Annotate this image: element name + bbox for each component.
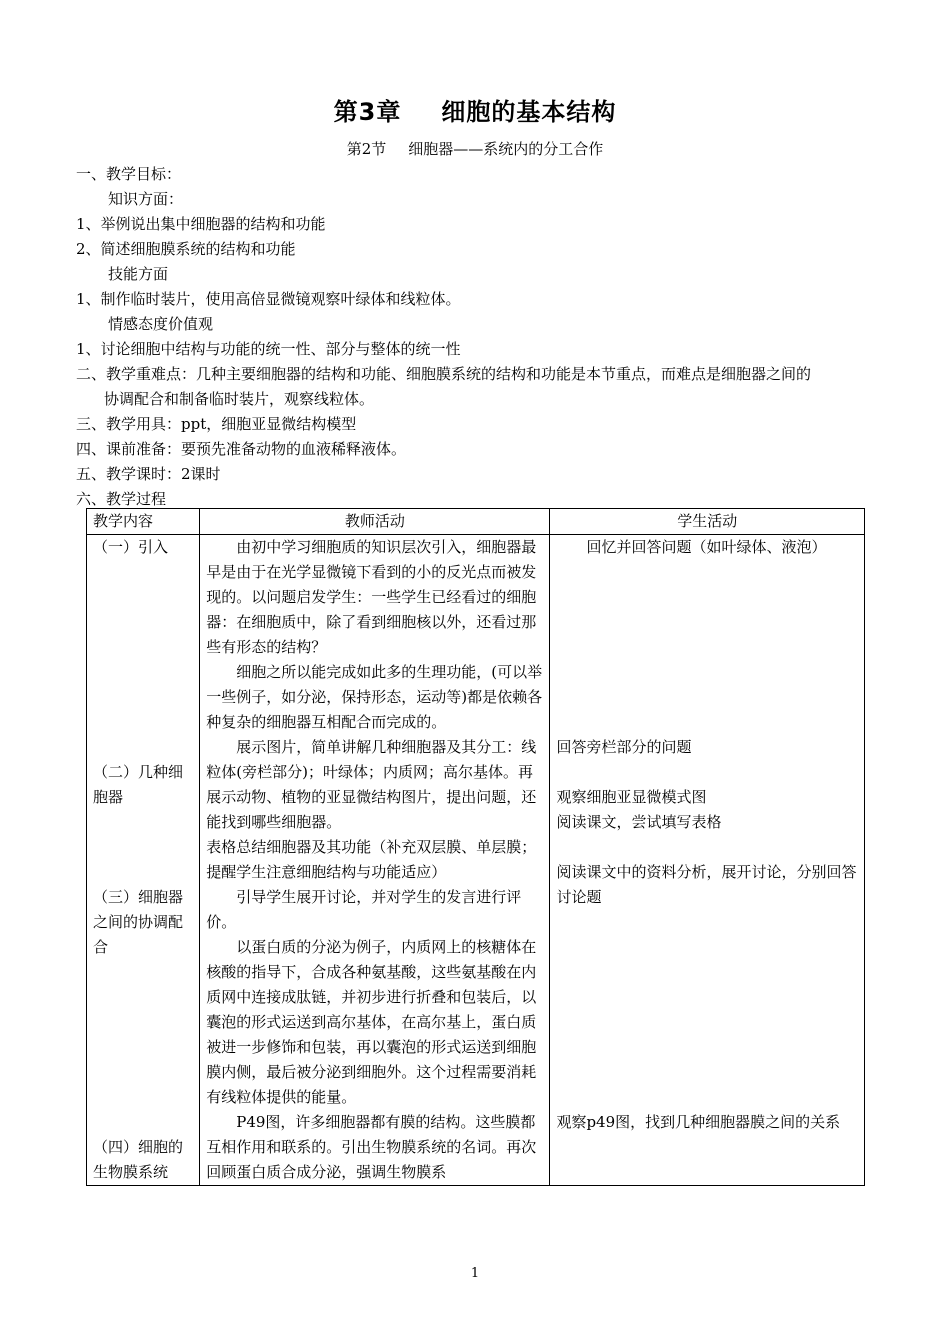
table-header-row: [87, 509, 865, 535]
page-title: [0, 92, 950, 127]
paragraph: 展示图片，简单讲解几种细胞器及其分工：线粒体(旁栏部分)；叶绿体；内质网；高尔基体。再展示动物、植物的亚显微结构图片，提出问题，还能找到哪些细胞器。: [206, 738, 537, 831]
paragraph: 由初中学习细胞质的知识层次引入，细胞器最早是由于在光学显微镜下看到的小的反光点而被发现的。以问题启发学生：一些学生已经看过的细胞器：在细胞质中，除了看到细胞核以外，还看过那些有形态的结构？: [206, 538, 537, 656]
paragraph: P49图，许多细胞器都有膜的结构。这些膜都互相作用和联系的。引出生物膜系统的名词。再次回顾蛋白质合成分泌，强调生物膜系: [206, 1113, 537, 1181]
paragraph: 回忆并回答问题（如叶绿体、液泡）: [586, 538, 827, 556]
table-header-cell: 教学内容: [87, 509, 200, 535]
table-cell-student: [550, 535, 865, 1186]
table-cell-content: [87, 535, 200, 1186]
text-line: 技能方面: [108, 265, 169, 283]
section-number: 第2节: [346, 140, 387, 158]
paragraph: 阅读课文，尝试填写表格: [556, 813, 722, 831]
paragraph: 表格总结细胞器及其功能（补充双层膜、单层膜；提醒学生注意细胞结构与功能适应）: [206, 838, 537, 881]
paragraph: 阅读课文中的资料分析，展开讨论，分别回答讨论题: [556, 863, 857, 906]
text-line: 协调配合和制备临时装片，观察线粒体。: [104, 390, 375, 408]
text-line: 四、课前准备：要预先准备动物的血液稀释液体。: [76, 440, 407, 458]
page-number: 1: [470, 1266, 480, 1281]
page-subtitle: [0, 138, 950, 159]
table-header-cell: 学生活动: [550, 509, 865, 535]
table-row: [87, 535, 865, 1186]
text-line: 六、教学过程: [76, 490, 167, 508]
row-label: （四）细胞的生物膜系统: [93, 1138, 184, 1181]
row-label: （一）引入: [93, 538, 169, 556]
section-name: 细胞器——系统内的分工合作: [408, 140, 604, 158]
text-line: 情感态度价值观: [108, 315, 214, 333]
text-line: 1、制作临时装片，使用高倍显微镜观察叶绿体和线粒体。: [76, 290, 461, 308]
body-text: [76, 162, 886, 512]
text-line: 知识方面：: [108, 190, 184, 208]
table-header-cell: 教师活动: [200, 509, 550, 535]
text-line: 1、举例说出集中细胞器的结构和功能: [76, 215, 326, 233]
text-line: 2、简述细胞膜系统的结构和功能: [76, 240, 296, 258]
text-line: 一、教学目标：: [76, 165, 182, 183]
paragraph: 观察p49图，找到几种细胞器膜之间的关系: [556, 1113, 841, 1131]
paragraph: 引导学生展开讨论，并对学生的发言进行评价。: [206, 888, 522, 931]
paragraph: 以蛋白质的分泌为例子，内质网上的核糖体在核酸的指导下，合成各种氨基酸，这些氨基酸在内质网中连接成肽链，并初步进行折叠和包装后，以囊泡的形式运送到高尔基体，在高尔基上，蛋白质被进一步修饰和包装，再以囊泡的形式运送到细胞膜内侧，最后被分泌到细胞外。这个过程需要消耗有线粒体提供的能量。: [206, 938, 537, 1106]
text-line: 1、讨论细胞中结构与功能的统一性、部分与整体的统一性: [76, 340, 461, 358]
process-table: [86, 508, 865, 1186]
paragraph: 细胞之所以能完成如此多的生理功能，(可以举一些例子，如分泌，保持形态，运动等)都是依赖各种复杂的细胞器互相配合而完成的。: [206, 663, 543, 731]
chapter-number: 第3章: [333, 98, 402, 126]
row-label: （三）细胞器之间的协调配合: [93, 888, 184, 956]
text-line: 二、教学重难点：几种主要细胞器的结构和功能、细胞膜系统的结构和功能是本节重点，而难点是细胞器之间的: [76, 365, 812, 383]
paragraph: 回答旁栏部分的问题: [556, 738, 692, 756]
row-label: （二）几种细胞器: [93, 763, 184, 806]
text-line: 三、教学用具：ppt，细胞亚显微结构模型: [76, 415, 357, 433]
chapter-name: 细胞的基本结构: [441, 98, 617, 126]
text-line: 五、教学课时：2课时: [76, 465, 221, 483]
paragraph: 观察细胞亚显微模式图: [556, 788, 707, 806]
table-cell-teacher: [200, 535, 550, 1186]
